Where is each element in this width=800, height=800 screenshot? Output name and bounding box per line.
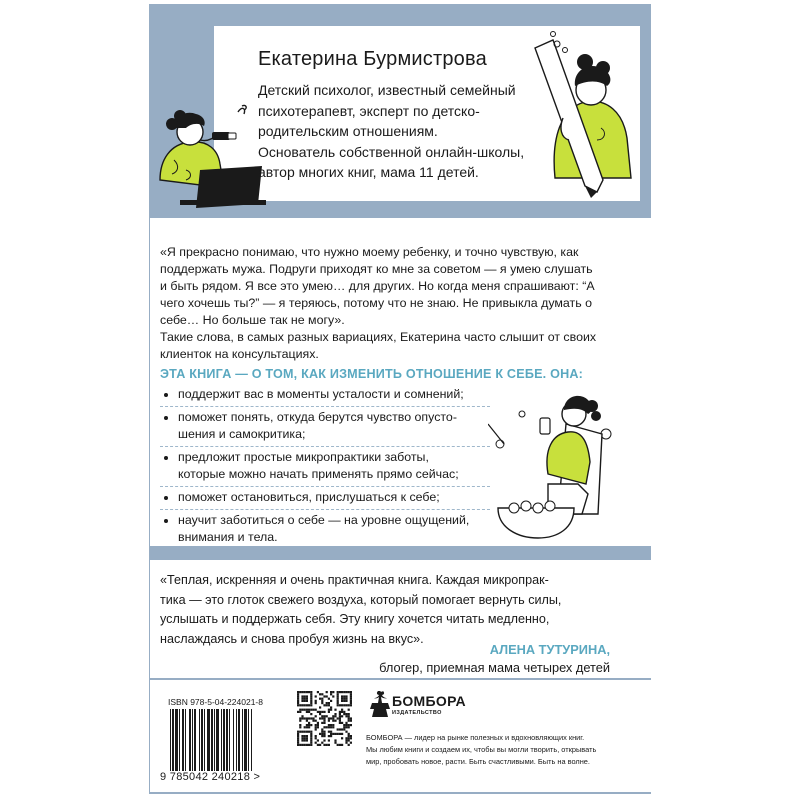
list-item-text: научит заботиться о себе — на уровне ощущений, <box>178 513 470 527</box>
list-item <box>160 407 490 447</box>
bullet-dot-icon <box>164 456 168 460</box>
review-line: «Теплая, искренняя и очень практичная книга. Каждая микропрак- <box>160 573 549 587</box>
review-line: наслаждаясь и снова пробуя жизнь на вкус». <box>160 631 424 646</box>
review-line: услышать и поддержать себя. Эту книгу хочется читать медленно, <box>160 612 550 626</box>
intro-quote-line: поддержать мужа. Подруги приходят ко мне за советом — я умею слушать <box>160 262 593 276</box>
bullet-dot-icon <box>164 416 168 420</box>
barcode-digits: 9 785042 240218 > <box>160 771 261 783</box>
intro-quote-line: себе… Но больше так не могу». <box>160 313 345 327</box>
author-bio-line: Основатель собственной онлайн-школы, <box>258 143 525 160</box>
woman-laptop-illustration <box>150 100 270 210</box>
review-line: тика — это глоток свежего воздуха, который помогает вернуть силы, <box>160 592 562 607</box>
author-bio-line: Детский психолог, известный семейный <box>258 82 516 98</box>
reviewer-name: АЛЕНА ТУТУРИНА, <box>489 642 610 657</box>
publisher-subtitle: ИЗДАТЕЛЬСТВО <box>392 710 442 716</box>
publisher-description <box>366 732 652 768</box>
author-bio <box>258 80 558 183</box>
list-item <box>160 447 490 487</box>
woman-footbath-illustration <box>488 384 618 544</box>
list-item-text: поможет остановиться, прислушаться к себе; <box>178 490 440 504</box>
book-heading: ЭТА КНИГА — О ТОМ, КАК ИЗМЕНИТЬ ОТНОШЕНИЕ К СЕБЕ. ОНА: <box>160 367 584 381</box>
qr-code-icon <box>297 691 352 746</box>
author-name: Екатерина Бурмистрова <box>258 48 487 70</box>
list-item-text: поддержит вас в моменты усталости и сомнений; <box>178 387 464 401</box>
reviewer-role: блогер, приемная мама четырех детей <box>379 660 610 675</box>
publisher-description-line: Мы любим книги и создаем их, чтобы вы могли творить, открывать <box>366 745 597 754</box>
bullet-dot-icon <box>164 496 168 500</box>
isbn-label: ISBN 978-5-04-224021-8 <box>168 697 263 707</box>
list-item-text: предложит простые микропрактики заботы, <box>178 450 429 464</box>
bullet-dot-icon <box>164 393 168 397</box>
intro-quote <box>160 244 630 329</box>
list-item-text: шения и самокритика; <box>178 427 306 441</box>
author-bio-line: родительским отношениям. <box>258 123 438 139</box>
list-item <box>160 510 490 549</box>
list-item <box>160 384 490 407</box>
author-bio-line: психотерапевт, эксперт по детско- <box>258 102 480 119</box>
list-item-text: которые можно начать применять прямо сейчас; <box>178 467 459 481</box>
list-item-text: поможет понять, откуда берутся чувство опусто- <box>178 410 457 424</box>
barcode-icon <box>168 709 280 771</box>
intro-note <box>160 329 630 363</box>
list-item-text: внимания и тела. <box>178 530 278 544</box>
intro-quote-line: и быть рядом. Я все это умею… для других. Но когда меня спрашивают: “А <box>160 279 595 293</box>
book-benefits-list <box>160 384 490 549</box>
author-bio-line: автор многих книг, мама 11 детей. <box>258 164 479 180</box>
publisher-logo-icon <box>366 689 390 719</box>
review-quote <box>160 571 638 649</box>
list-item <box>160 487 490 510</box>
bullet-dot-icon <box>164 519 168 523</box>
intro-note-line: Такие слова, в самых разных вариациях, Екатерина часто слышит от своих <box>160 330 597 344</box>
intro-quote-line: «Я прекрасно понимаю, что нужно моему ребенку, и точно чувствую, как <box>160 245 579 259</box>
publisher-description-line: мир, пробовать новое, расти. Быть счастливыми. Быть на волне. <box>366 757 590 766</box>
intro-quote-line: чего хочешь ты?” — я теряюсь, потому что не знаю. Не привыкла думать о <box>160 296 592 310</box>
publisher-description-line: БОМБОРА — лидер на рынке полезных и вдохновляющих книг. <box>366 733 585 742</box>
intro-note-line: клиенток на консультациях. <box>160 347 319 361</box>
publisher-name: БОМБОРА <box>392 693 466 709</box>
